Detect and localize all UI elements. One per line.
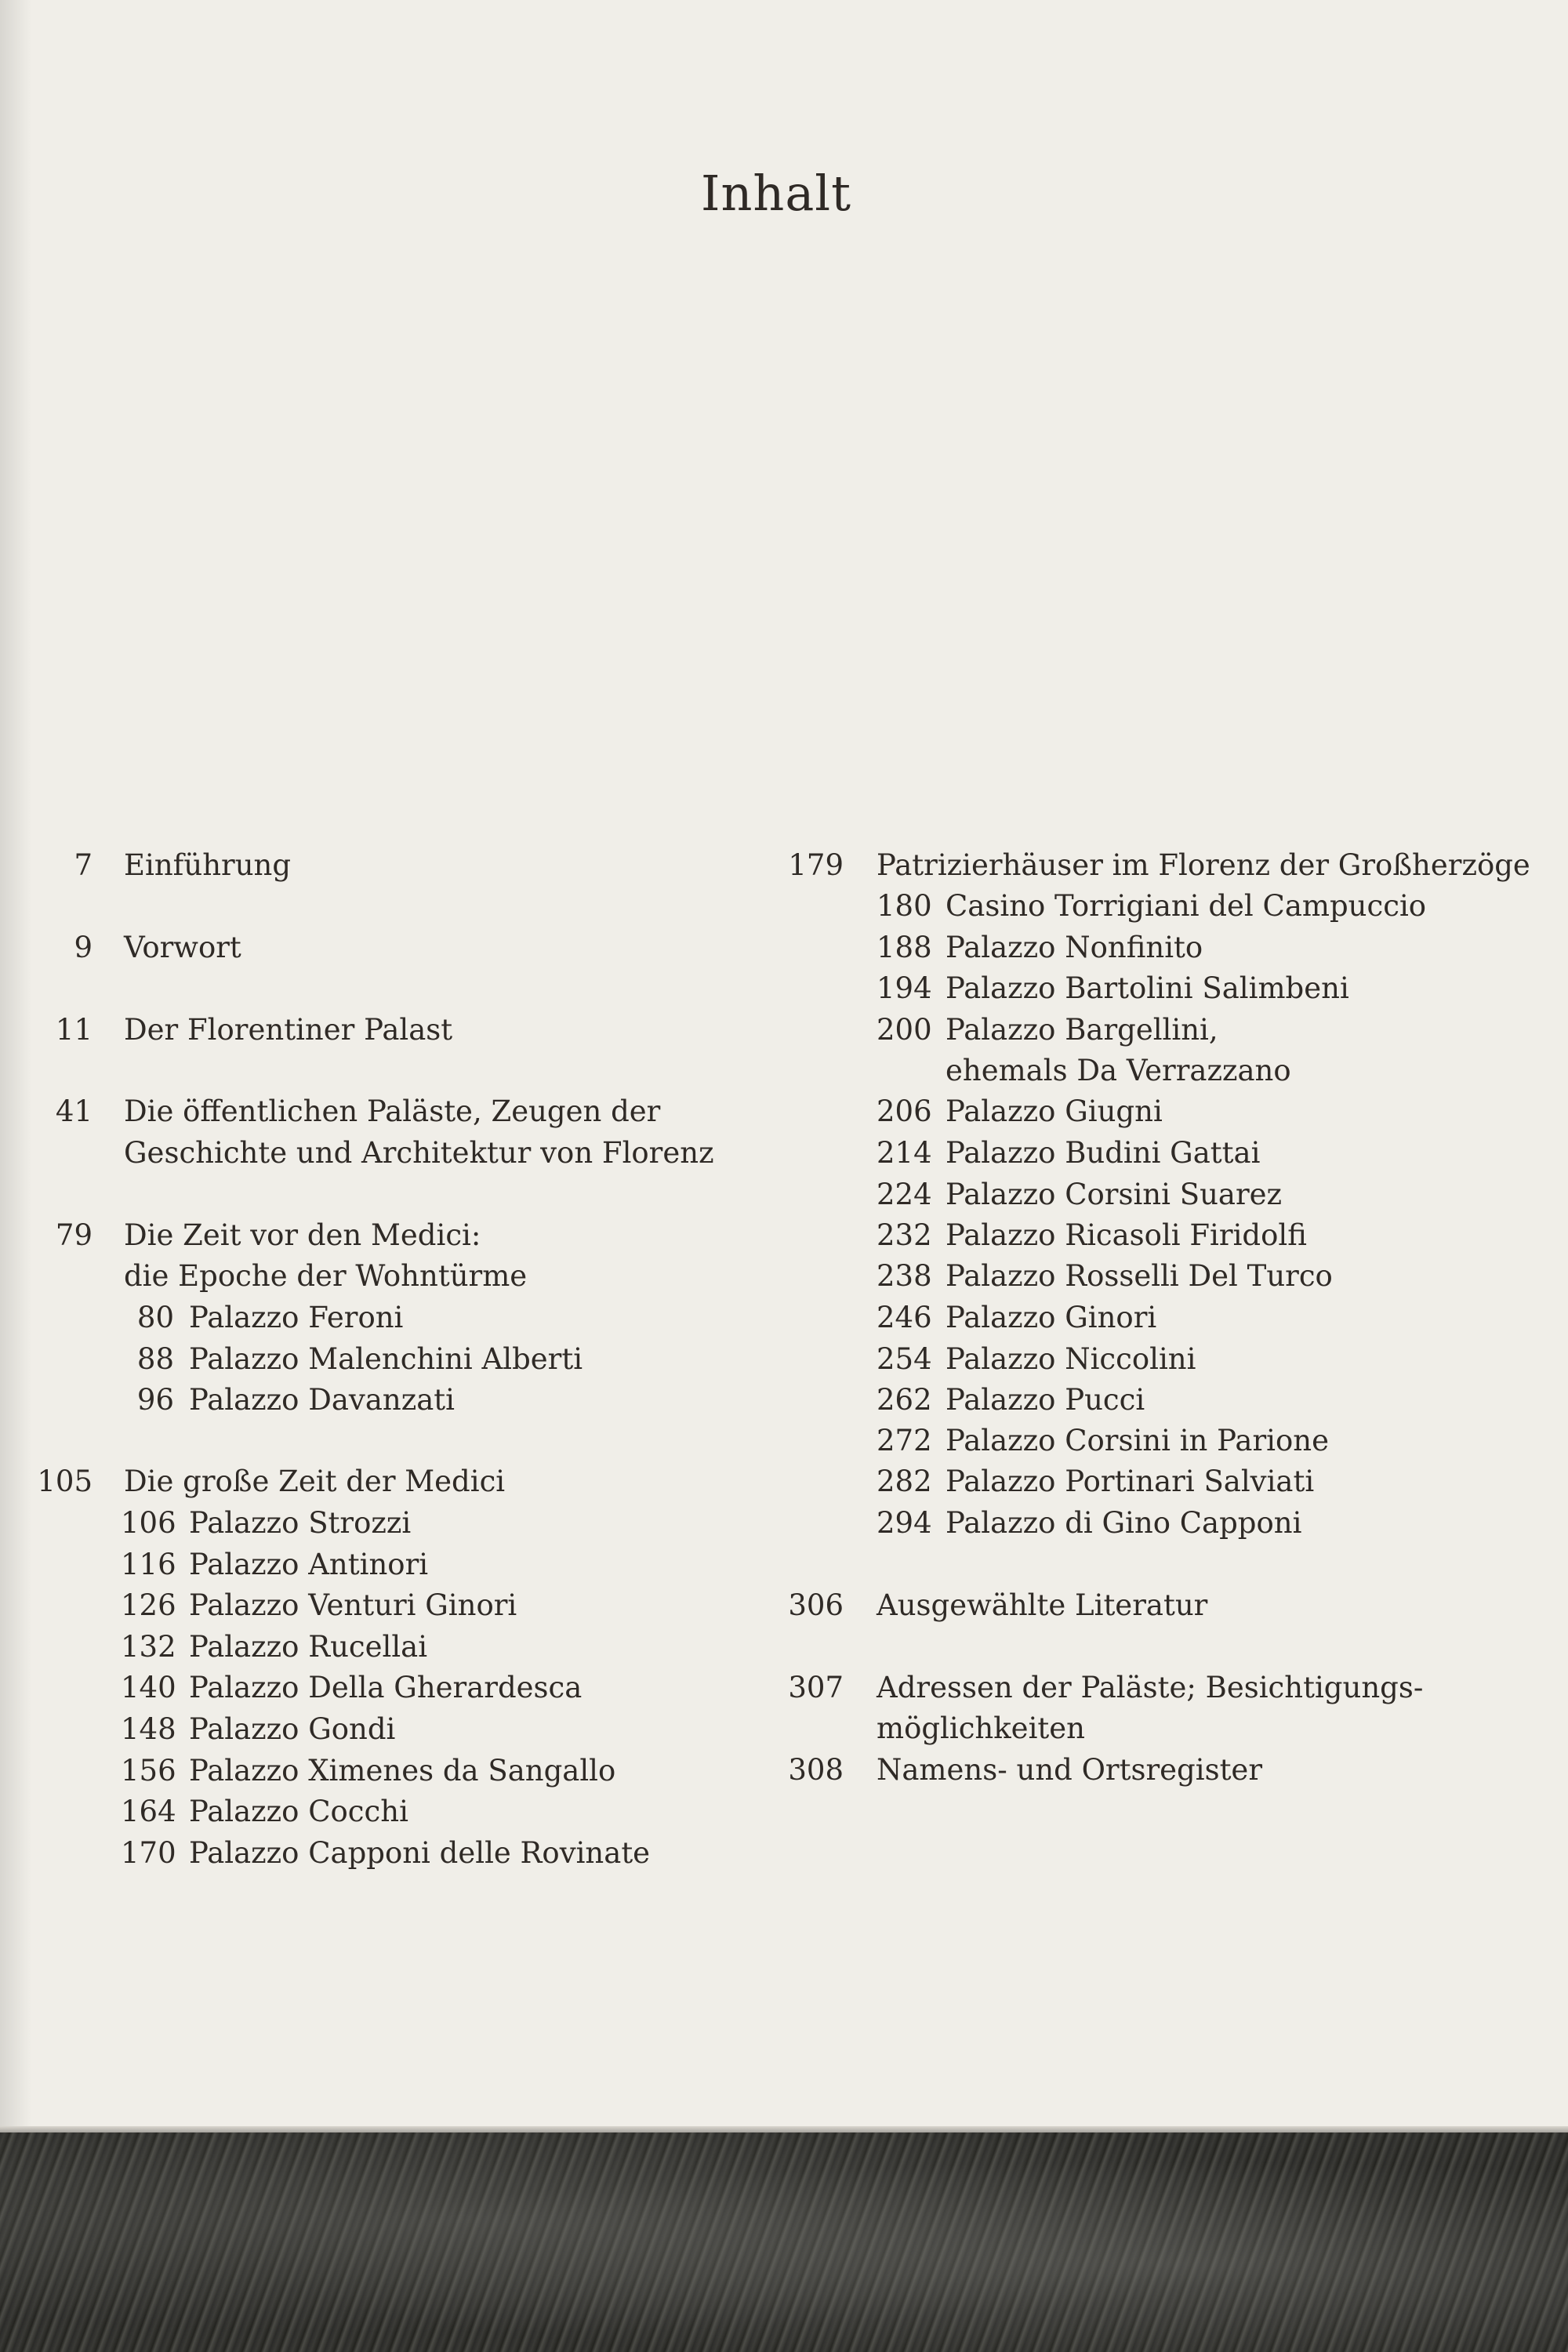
toc-entry xyxy=(0,1215,776,1256)
toc-entry-title: Die große Zeit der Medici xyxy=(124,1465,506,1498)
toc-entry-title: Der Florentiner Palast xyxy=(124,1013,453,1047)
toc-entry xyxy=(784,1750,1552,1791)
toc-entry xyxy=(0,927,776,968)
toc-page-number: 206 xyxy=(877,1094,932,1128)
toc-entry xyxy=(0,1585,776,1626)
toc-entry-title: Palazzo Rosselli Del Turco xyxy=(946,1259,1333,1293)
toc-entry xyxy=(784,1133,1552,1174)
toc-page-number: 7 xyxy=(74,848,93,882)
toc-entry xyxy=(0,1133,776,1174)
toc-page-number: 96 xyxy=(136,1383,174,1417)
toc-entry xyxy=(0,845,776,886)
toc-entry xyxy=(784,1668,1552,1708)
toc-entry xyxy=(0,1709,776,1750)
toc-page-number: 194 xyxy=(877,971,932,1005)
toc-page-number: 246 xyxy=(877,1301,932,1334)
toc-entry xyxy=(784,1174,1552,1215)
toc-entry-title: Palazzo Venturi Ginori xyxy=(189,1588,517,1622)
toc-entry-title: Palazzo Budini Gattai xyxy=(946,1136,1261,1170)
toc-entry-title: Adressen der Paläste; Besichtigungs- xyxy=(877,1671,1424,1704)
toc-page-number: 79 xyxy=(55,1218,93,1252)
toc-entry-title: Palazzo Corsini in Parione xyxy=(946,1424,1329,1457)
toc-entry-title: Palazzo Bartolini Salimbeni xyxy=(946,971,1349,1005)
toc-entry-title: Palazzo Ginori xyxy=(946,1301,1157,1334)
toc-entry-title: Palazzo Niccolini xyxy=(946,1342,1196,1376)
toc-entry-title: Palazzo Malenchini Alberti xyxy=(189,1342,583,1376)
toc-entry-title: Einführung xyxy=(124,848,292,882)
toc-page-number: 306 xyxy=(788,1588,844,1622)
toc-entry-title: Palazzo Feroni xyxy=(189,1301,404,1334)
toc-page-number: 164 xyxy=(121,1795,176,1828)
toc-entry-title: Palazzo Portinari Salviati xyxy=(946,1465,1315,1498)
toc-entry xyxy=(784,1051,1552,1091)
toc-entry-title: Palazzo di Gino Capponi xyxy=(946,1506,1302,1540)
toc-page-number: 140 xyxy=(121,1671,176,1704)
toc-page-number: 232 xyxy=(877,1218,932,1252)
toc-entry-title: Palazzo Capponi delle Rovinate xyxy=(189,1836,651,1870)
toc-entry xyxy=(0,1461,776,1502)
toc-entry-title: Palazzo Antinori xyxy=(189,1548,429,1581)
toc-entry xyxy=(0,1791,776,1832)
toc-entry xyxy=(784,927,1552,968)
page-title: Inhalt xyxy=(700,165,852,222)
toc-entry-title: Die Zeit vor den Medici: xyxy=(124,1218,481,1252)
toc-entry-title: Palazzo Cocchi xyxy=(189,1795,408,1828)
toc-entry-title: Palazzo Rucellai xyxy=(189,1630,428,1664)
toc-entry xyxy=(784,1298,1552,1338)
toc-page-number: 272 xyxy=(877,1424,932,1457)
toc-entry xyxy=(0,1751,776,1791)
toc-page-number: 105 xyxy=(37,1465,93,1498)
toc-page-number: 156 xyxy=(121,1754,176,1788)
toc-page-number: 262 xyxy=(877,1383,932,1417)
toc-page-number: 214 xyxy=(877,1136,932,1170)
toc-entry-title: Palazzo Della Gherardesca xyxy=(189,1671,583,1704)
toc-entry-title: Palazzo Nonfinito xyxy=(946,931,1203,964)
toc-page-number: 132 xyxy=(121,1630,176,1664)
toc-page-number: 238 xyxy=(877,1259,932,1293)
toc-entry xyxy=(784,1708,1552,1749)
toc-entry xyxy=(0,1833,776,1874)
toc-entry xyxy=(0,1380,776,1421)
toc-page-number: 88 xyxy=(136,1342,174,1376)
toc-entry-title: ehemals Da Verrazzano xyxy=(946,1054,1291,1087)
toc-entry xyxy=(0,1010,776,1051)
toc-entry-title: Palazzo Pucci xyxy=(946,1383,1145,1417)
toc-entry-title: Palazzo Davanzati xyxy=(189,1383,455,1417)
toc-page-number: 180 xyxy=(877,889,932,923)
toc-entry xyxy=(784,1503,1552,1544)
toc-entry xyxy=(784,886,1552,927)
toc-page-number: 254 xyxy=(877,1342,932,1376)
toc-entry xyxy=(0,1091,776,1132)
toc-entry xyxy=(784,1585,1552,1626)
toc-page-number: 188 xyxy=(877,931,932,964)
toc-page-number: 80 xyxy=(136,1301,174,1334)
toc-entry-title: Ausgewählte Literatur xyxy=(877,1588,1208,1622)
toc-page-number: 126 xyxy=(121,1588,176,1622)
toc-page-number: 179 xyxy=(788,848,844,882)
toc-entry xyxy=(784,845,1552,886)
toc-page-number: 116 xyxy=(121,1548,176,1581)
toc-entry-title: Palazzo Corsini Suarez xyxy=(946,1178,1283,1211)
toc-page-number: 200 xyxy=(877,1013,932,1047)
toc-entry xyxy=(784,1256,1552,1297)
toc-entry xyxy=(784,1421,1552,1461)
toc-page-number: 224 xyxy=(877,1178,932,1211)
toc-entry-title: Palazzo Gondi xyxy=(189,1712,396,1746)
toc-entry xyxy=(0,1298,776,1338)
toc-page-number: 148 xyxy=(121,1712,176,1746)
toc-entry xyxy=(784,1461,1552,1502)
toc-entry xyxy=(0,1503,776,1544)
toc-page-number: 41 xyxy=(55,1094,93,1128)
toc-page-number: 11 xyxy=(55,1013,93,1047)
toc-entry xyxy=(0,1627,776,1668)
toc-entry xyxy=(784,968,1552,1009)
toc-entry-title: Palazzo Bargellini, xyxy=(946,1013,1218,1047)
toc-entry-title: Geschichte und Architektur von Florenz xyxy=(124,1136,714,1170)
toc-entry xyxy=(0,1339,776,1380)
toc-entry xyxy=(784,1215,1552,1256)
toc-entry-title: Die öffentlichen Paläste, Zeugen der xyxy=(124,1094,661,1128)
toc-page-number: 294 xyxy=(877,1506,932,1540)
toc-entry-title: möglichkeiten xyxy=(877,1711,1086,1745)
toc-entry xyxy=(0,1256,776,1297)
toc-entry-title: Palazzo Strozzi xyxy=(189,1506,412,1540)
toc-entry-title: Vorwort xyxy=(124,931,241,964)
toc-page-number: 307 xyxy=(788,1671,844,1704)
toc-entry xyxy=(784,1380,1552,1421)
toc-page-number: 282 xyxy=(877,1465,932,1498)
toc-entry xyxy=(784,1091,1552,1132)
toc-entry-title: Palazzo Ximenes da Sangallo xyxy=(189,1754,616,1788)
toc-entry xyxy=(0,1544,776,1585)
toc-entry xyxy=(0,1668,776,1708)
toc-entry-title: Patrizierhäuser im Florenz der Großherzöge xyxy=(877,848,1530,882)
toc-entry-title: Namens- und Ortsregister xyxy=(877,1753,1263,1787)
toc-entry xyxy=(784,1010,1552,1051)
toc-entry-title: Palazzo Ricasoli Firidolfi xyxy=(946,1218,1307,1252)
book-cover-background xyxy=(0,2132,1568,2352)
toc-page-number: 308 xyxy=(788,1753,844,1787)
toc-page-number: 9 xyxy=(74,931,93,964)
toc-entry-title: Casino Torrigiani del Campuccio xyxy=(946,889,1427,923)
toc-entry xyxy=(784,1339,1552,1380)
toc-entry-title: Palazzo Giugni xyxy=(946,1094,1163,1128)
toc-page-number: 106 xyxy=(121,1506,176,1540)
toc-page-number: 170 xyxy=(121,1836,176,1870)
toc-entry-title: die Epoche der Wohntürme xyxy=(124,1259,528,1293)
